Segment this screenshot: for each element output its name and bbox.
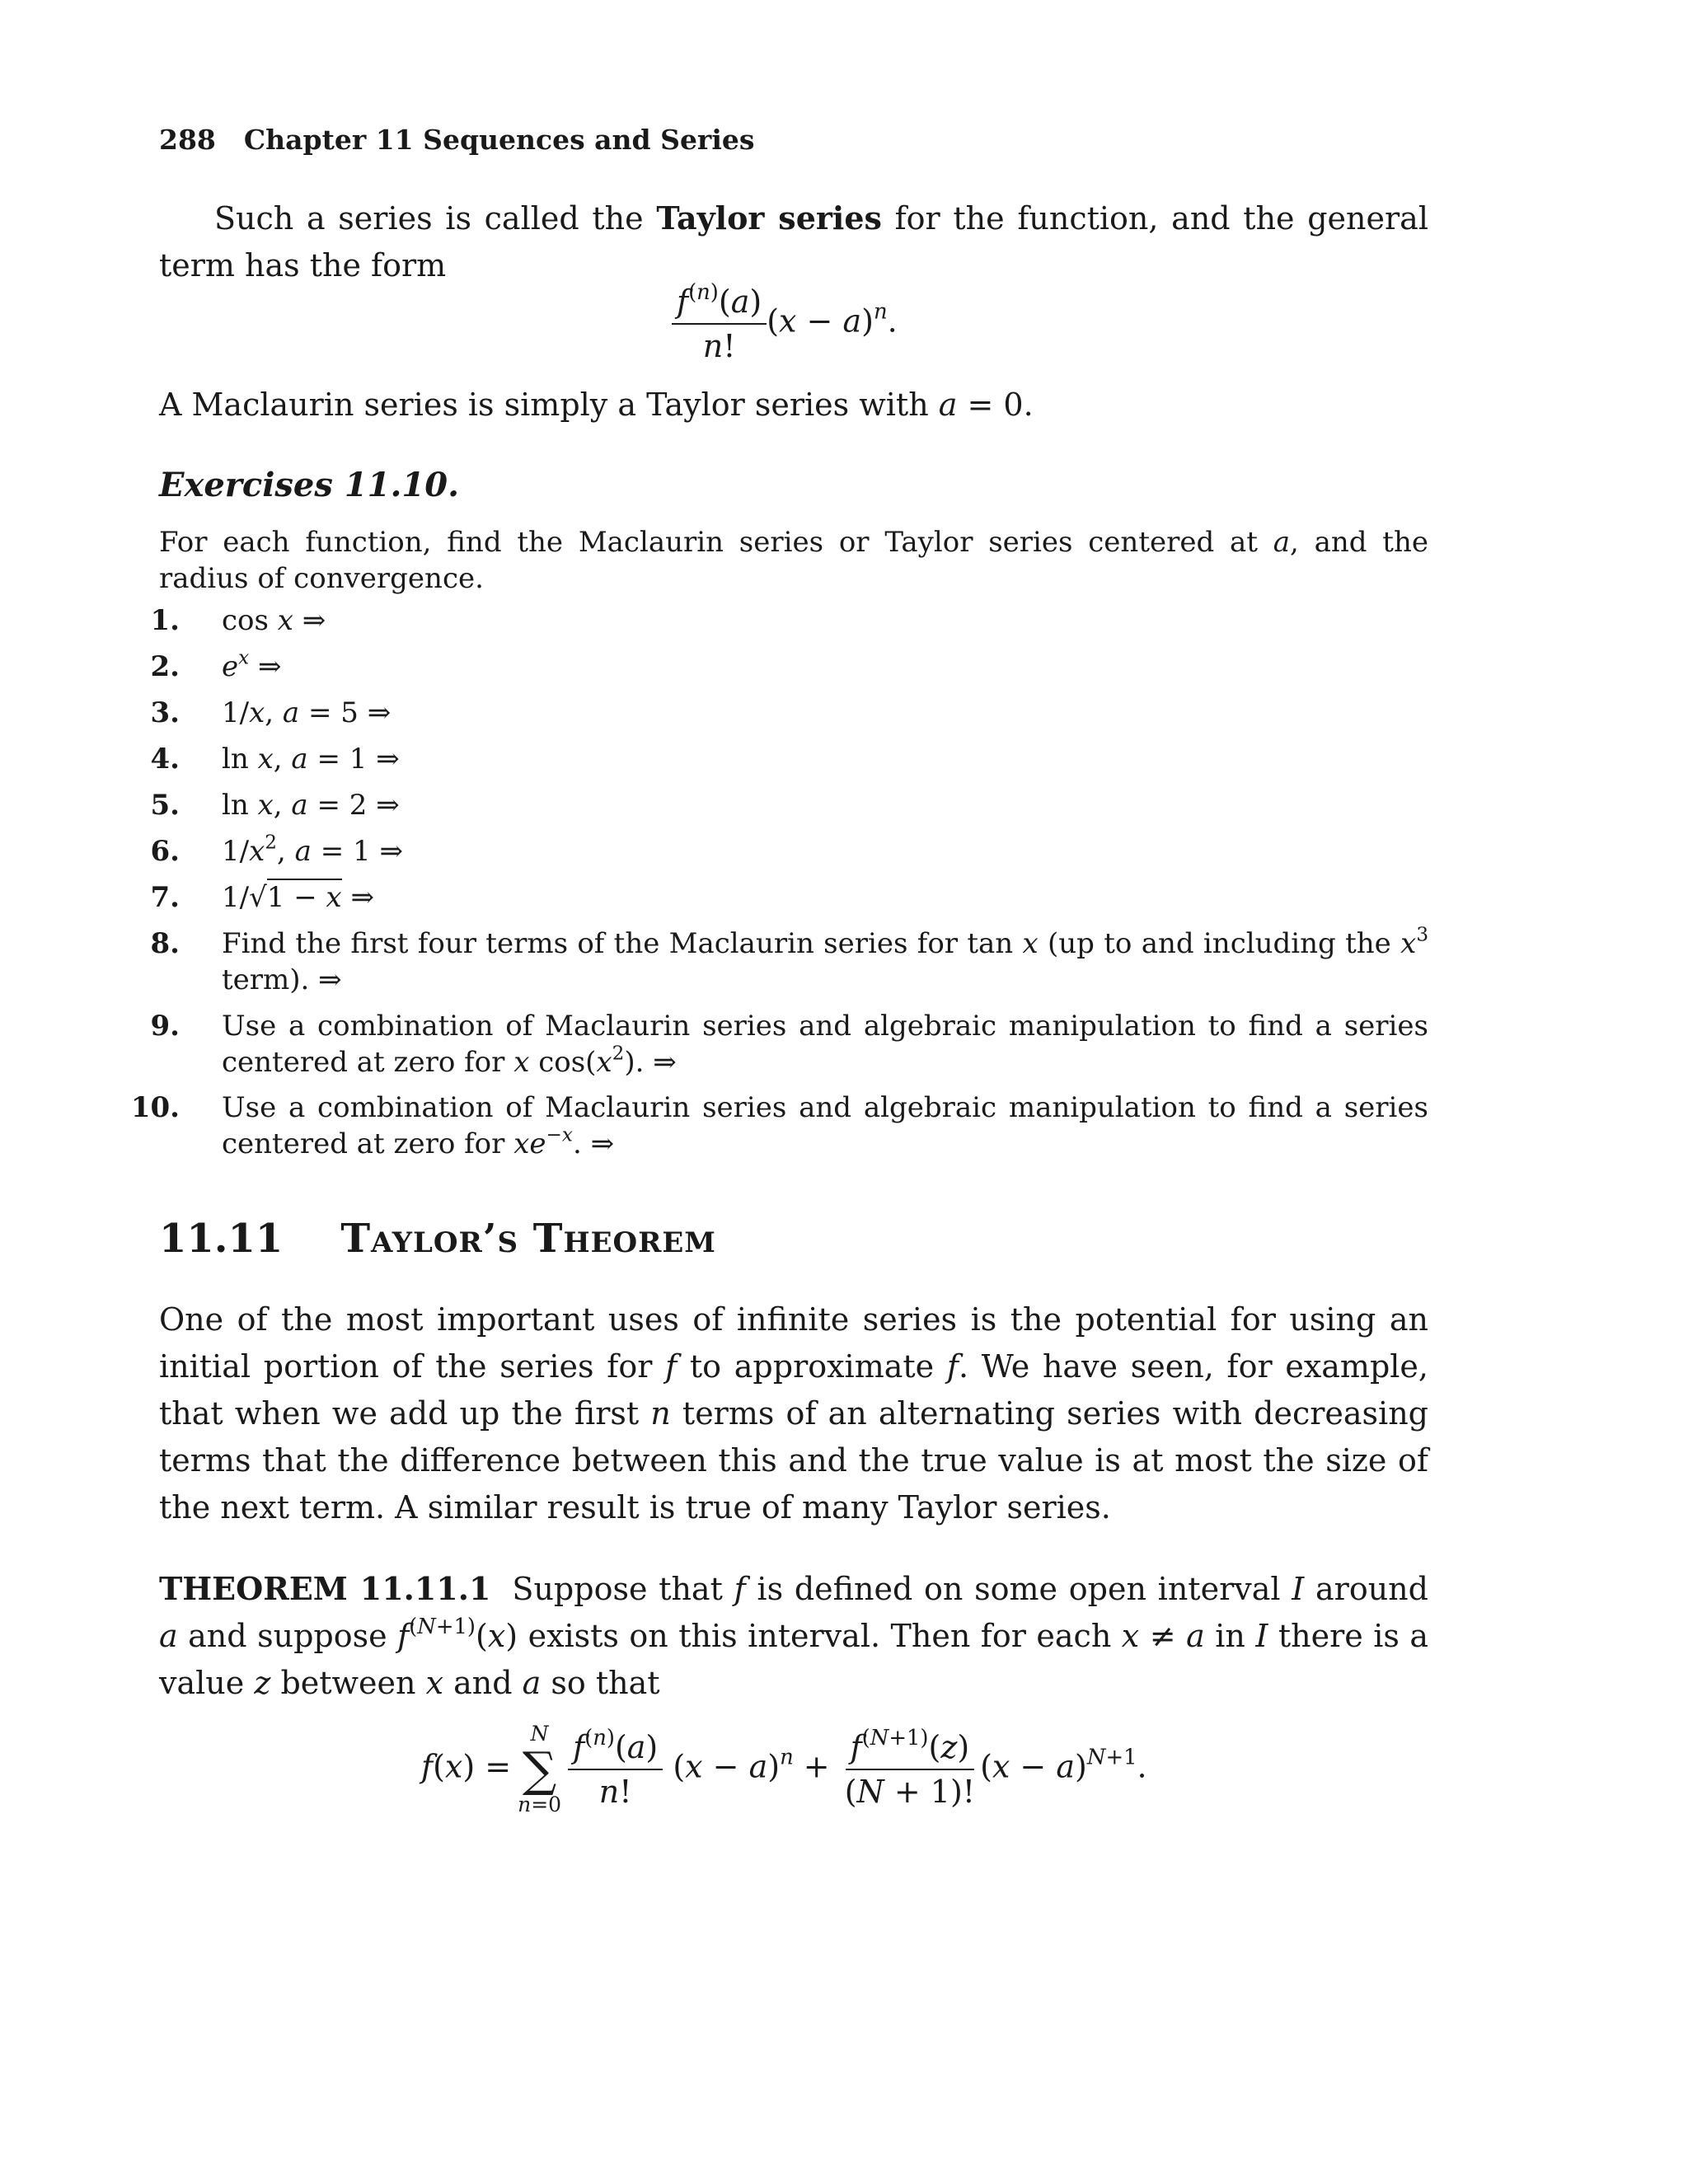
- general-term-equation: $\frac{f^{(n)}(a)}{n!}$ $(x - a)^n$.: [672, 284, 898, 364]
- answer-link[interactable]: ⇒: [350, 881, 375, 914]
- intro-paragraph: Such a series is called the Taylor series for the function, and the general term has the form: [159, 199, 1428, 284]
- page-number: 288: [159, 124, 216, 156]
- answer-link[interactable]: ⇒: [302, 604, 326, 637]
- section-heading: [159, 1216, 716, 1262]
- answer-link[interactable]: ⇒: [367, 696, 392, 729]
- answer-link[interactable]: ⇒: [653, 1046, 677, 1079]
- exercises-heading: Exercises 11.10.: [159, 466, 460, 504]
- exercises-instructions: For each function, find the Maclaurin series or Taylor series centered at a, and the radius of convergence.: [159, 526, 1428, 595]
- answer-link[interactable]: ⇒: [376, 789, 400, 822]
- taylor-theorem-equation: f(x) = N ∑ n=0 $\frac{f^{(n)}(a)}{n!}$ $(x - a)^n$ + $\frac{f^{(N+1)}(z)}{(N + 1)!}$ $(x - a)^{N+1}$.: [421, 1722, 1147, 1816]
- answer-link[interactable]: ⇒: [257, 650, 282, 683]
- theorem-label: THEOREM 11.11.1: [159, 1570, 491, 1607]
- chapter-title: Chapter 11 Sequences and Series: [243, 124, 755, 156]
- theorem-statement: THEOREM 11.11.1 Suppose that f is defined on some open interval I around a and suppose $f^{(N+1)}(x)$ exists on this interval. Then for each x ≠ a in I there is a value z between x and a so that: [159, 1570, 1429, 1701]
- answer-link[interactable]: ⇒: [318, 963, 342, 996]
- section-number: 11.11: [159, 1216, 284, 1262]
- answer-link[interactable]: ⇒: [590, 1127, 615, 1160]
- answer-link[interactable]: ⇒: [376, 743, 400, 776]
- running-header: [159, 124, 754, 156]
- maclaurin-definition: A Maclaurin series is simply a Taylor series with a = 0.: [159, 387, 1034, 423]
- section-paragraph: One of the most important uses of infinite series is the potential for using an initial portion of the series for f to approximate f. We have seen, for example, that when we add up the first n terms of an alternating series with decreasing terms that the difference between this and the true value is at most the size of the next term. A similar result is true of many Taylor series.: [159, 1301, 1428, 1526]
- section-title: Taylor’s Theorem: [340, 1216, 716, 1262]
- answer-link[interactable]: ⇒: [379, 835, 403, 868]
- term-taylor-series: Taylor series: [656, 199, 882, 237]
- document-page: 288 Chapter 11 Sequences and Series Such a series is called the Taylor series for the function, and the general term has the form $\frac{f^{(n)}(a)}{n!}$ $(x - a)^n$. A Maclaurin series is simply a Taylor series with a = 0. Exercises 11.10. For each function, find the Maclaurin series or Taylor series centered at a, and the radius of convergence. 1. cos x ⇒ 2. $e^x$ ⇒ 3. 1/x, a = 5 ⇒ 4. ln x, a = 1 ⇒ 5. ln x, a = 2 ⇒ 6. $1/x^2$, a = 1 ⇒ 7. 1/√1 − x ⇒ 8. Find the first four terms of the Maclaurin series for tan x (up to and including the $x^3$ term). ⇒ 9. Use a combination of Maclaurin series and algebraic manipulation to find a series centered at zero for x $\cos(x^2)$. ⇒ 10. Use a combination of Maclaurin series and algebraic manipulation to find a series centered at zero for $xe^{-x}$. ⇒ 11.11 Taylor’s Theorem One of the most important uses of infinite series is the potential for using an initial portion of the series for f to approximate f. We have seen, for example, that when we add up the first n terms of an alternating series with decreasing terms that the difference between this and the true value is at most the size of the next term. A similar result is true of many Taylor series. THEOREM 11.11.1 Suppose that f is defined on some open interval I around a and suppose $f^{(N+1)}(x)$ exists on this interval. Then for each x ≠ a in I there is a value z between x and a so that f(x) = N ∑ n=0 $\frac{f^{(n)}(a)}{n!}$ $(x - a)^n$ + $\frac{f^{(N+1)}(z)}{(N + 1)!}$ $(x - a)^{N+1}$.: [130, 124, 1429, 1816]
